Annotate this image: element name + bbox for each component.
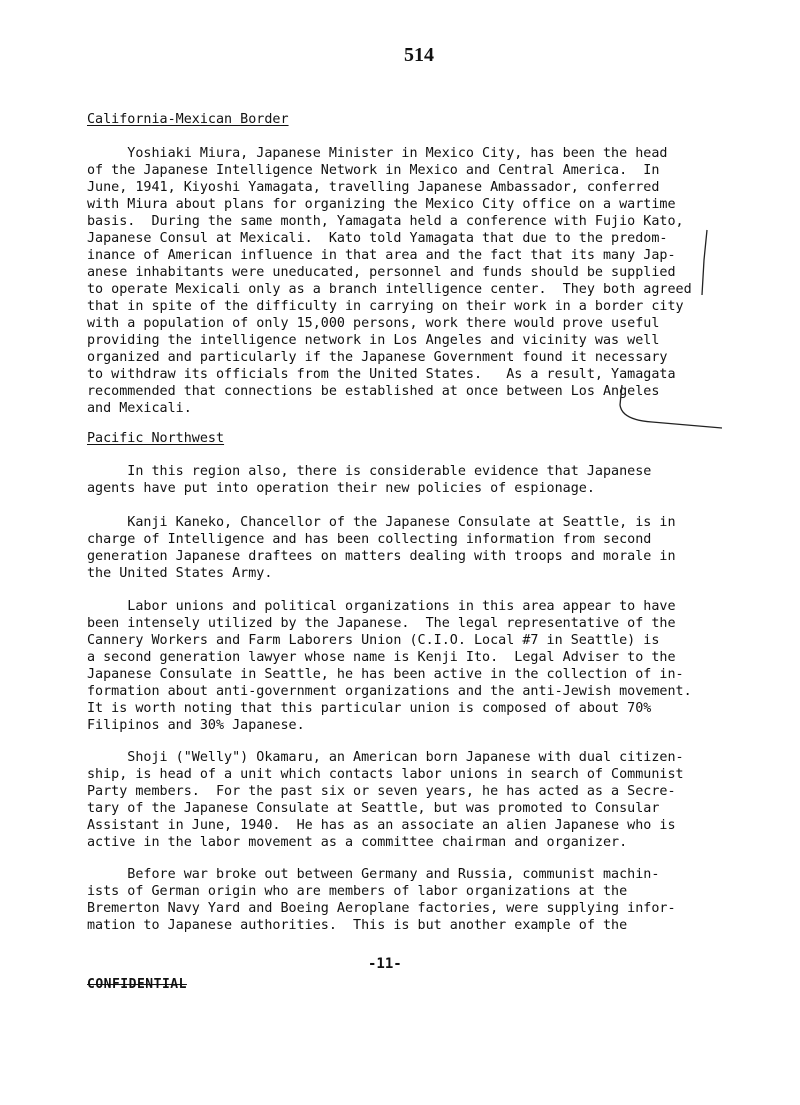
text-line: that in spite of the difficulty in carrying on their work in a border city [87, 299, 684, 314]
section-heading-pacific-northwest: Pacific Northwest [87, 431, 225, 446]
text-line: Cannery Workers and Farm Laborers Union (C.I.O. Local #7 in Seattle) is [87, 633, 660, 648]
section-heading-california-mexican-border: California-Mexican Border [87, 112, 289, 127]
text-line: with Miura about plans for organizing the Mexico City office on a wartime [87, 197, 676, 212]
text-line: June, 1941, Kiyoshi Yamagata, travelling Japanese Ambassador, conferred [87, 180, 660, 195]
text-line: active in the labor movement as a committee chairman and organizer. [87, 835, 628, 850]
paragraph [87, 598, 692, 734]
paragraph [87, 866, 676, 934]
text-line: Bremerton Navy Yard and Boeing Aeroplane factories, were supplying infor- [87, 901, 676, 916]
text-line: the United States Army. [87, 566, 273, 581]
text-line: anese inhabitants were uneducated, personnel and funds should be supplied [87, 265, 676, 280]
text-line: tary of the Japanese Consulate at Seattle, but was promoted to Consular [87, 801, 660, 816]
text-line: and Mexicali. [87, 401, 192, 416]
text-line: ship, is head of a unit which contacts labor unions in search of Communist [87, 767, 684, 782]
text-line: to operate Mexicali only as a branch intelligence center. They both agreed [87, 282, 692, 297]
paragraph [87, 463, 651, 497]
text-line: mation to Japanese authorities. This is but another example of the [87, 918, 628, 933]
text-line: formation about anti-government organizations and the anti-Jewish movement. [87, 684, 692, 699]
text-line: Before war broke out between Germany and Russia, communist machin- [87, 867, 660, 882]
text-line: Assistant in June, 1940. He has as an associate an alien Japanese who is [87, 818, 676, 833]
text-line: Japanese Consulate in Seattle, he has been active in the collection of in- [87, 667, 684, 682]
text-line: organized and particularly if the Japanese Government found it necessary [87, 350, 668, 365]
text-line: to withdraw its officials from the United States. As a result, Yamagata [87, 367, 676, 382]
text-line: a second generation lawyer whose name is Kenji Ito. Legal Adviser to the [87, 650, 676, 665]
text-line: of the Japanese Intelligence Network in Mexico and Central America. In [87, 163, 660, 178]
text-line: Shoji ("Welly") Okamaru, an American born Japanese with dual citizen- [87, 750, 684, 765]
text-line: Labor unions and political organizations in this area appear to have [87, 599, 676, 614]
text-line: charge of Intelligence and has been collecting information from second [87, 532, 652, 547]
text-line: generation Japanese draftees on matters dealing with troops and morale in [87, 549, 676, 564]
text-line: Kanji Kaneko, Chancellor of the Japanese Consulate at Seattle, is in [87, 515, 676, 530]
text-line: Japanese Consul at Mexicali. Kato told Yamagata that due to the predom- [87, 231, 668, 246]
text-line: agents have put into operation their new policies of espionage. [87, 481, 595, 496]
paragraph [87, 145, 692, 417]
handwritten-bracket-mark [612, 220, 732, 440]
paragraph [87, 749, 684, 851]
text-line: Yoshiaki Miura, Japanese Minister in Mexico City, has been the head [87, 146, 668, 161]
text-line: inance of American influence in that area and the fact that its many Jap- [87, 248, 676, 263]
text-line: recommended that connections be established at once between Los Angeles [87, 384, 660, 399]
text-line: In this region also, there is considerable evidence that Japanese [87, 464, 652, 479]
footer-page-marker: -11- [368, 956, 402, 972]
page-number: 514 [404, 44, 434, 66]
text-line: ists of German origin who are members of labor organizations at the [87, 884, 628, 899]
text-line: providing the intelligence network in Los Angeles and vicinity was well [87, 333, 660, 348]
text-line: basis. During the same month, Yamagata held a conference with Fujio Kato, [87, 214, 684, 229]
text-line: with a population of only 15,000 persons, work there would prove useful [87, 316, 660, 331]
text-line: It is worth noting that this particular union is composed of about 70% [87, 701, 652, 716]
text-line: Party members. For the past six or seven years, he has acted as a Secre- [87, 784, 676, 799]
text-line: been intensely utilized by the Japanese. The legal representative of the [87, 616, 676, 631]
paragraph [87, 514, 676, 582]
confidential-stamp: CONFIDENTIAL [87, 977, 187, 992]
text-line: Filipinos and 30% Japanese. [87, 718, 305, 733]
